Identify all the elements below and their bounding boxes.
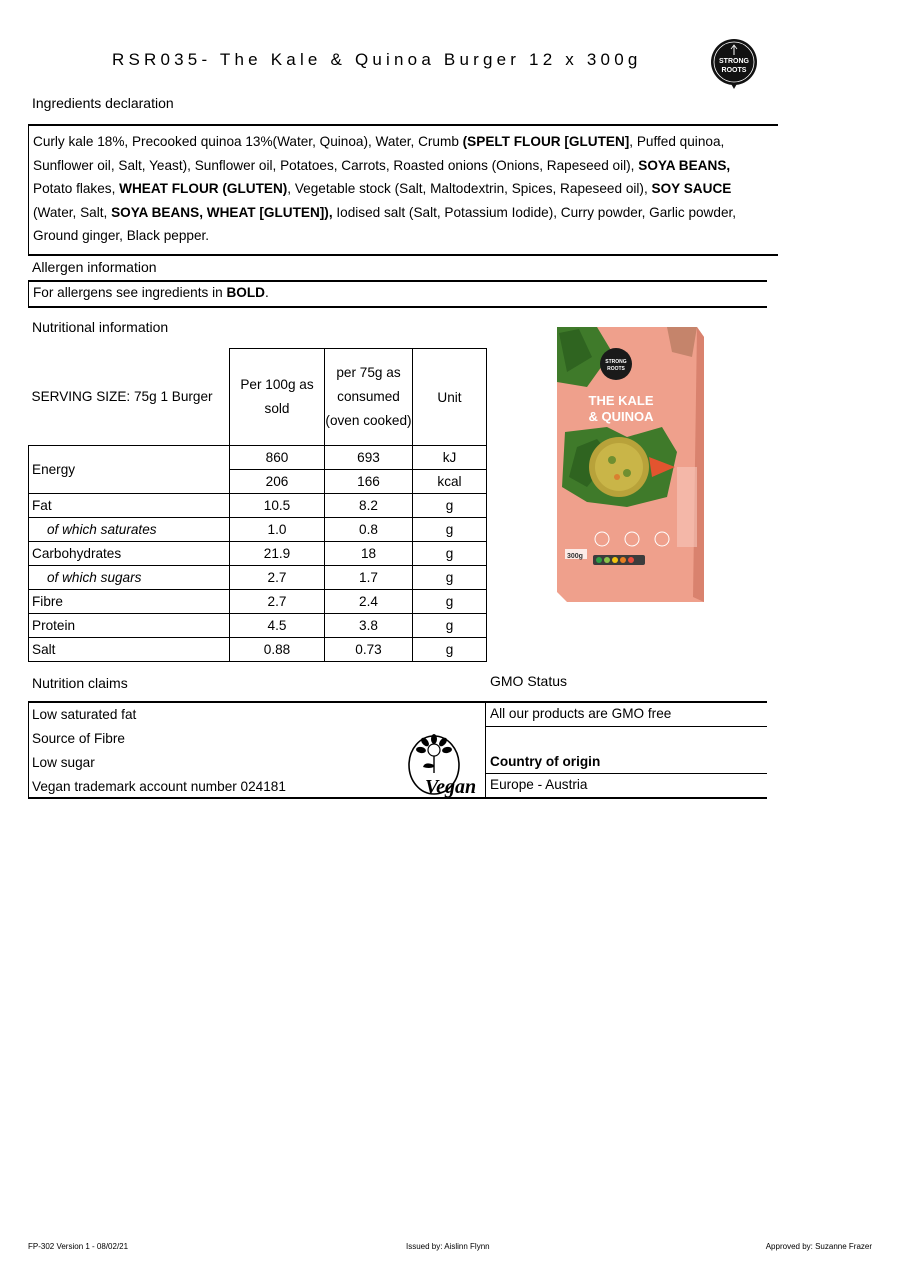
allergen-ingredient: SOYA BEANS, WHEAT [GLUTEN]), <box>111 204 333 220</box>
value-unit: g <box>413 494 487 518</box>
value-unit: g <box>413 638 487 662</box>
value-per-75g: 3.8 <box>325 614 413 638</box>
product-name-line1: THE KALE <box>588 393 654 408</box>
svg-text:STRONG: STRONG <box>605 359 627 365</box>
value-unit: g <box>413 590 487 614</box>
allergen-suffix: . <box>264 285 269 300</box>
energy-kcal-75g: 166 <box>325 470 413 494</box>
gmo-origin-box <box>486 701 767 799</box>
footer-version: FP-302 Version 1 - 08/02/21 <box>28 1242 129 1251</box>
allergen-text <box>28 280 767 308</box>
claims-heading: Nutrition claims <box>32 675 128 691</box>
logo-word-2: ROOTS <box>721 67 747 74</box>
list-item: Low saturated fat <box>32 707 137 722</box>
nutrient-label: Carbohydrates <box>29 542 230 566</box>
value-unit: g <box>413 566 487 590</box>
col-per-75g: per 75g as consumed (oven cooked) <box>325 349 413 446</box>
col-per-100g: Per 100g as sold <box>230 349 325 446</box>
allergen-ingredient: (SPELT FLOUR [GLUTEN] <box>462 134 630 149</box>
table-row <box>29 542 487 566</box>
table-row <box>29 590 487 614</box>
vegan-trademark-logo <box>405 733 485 797</box>
value-per-75g: 1.7 <box>325 566 413 590</box>
table-row <box>29 446 487 470</box>
energy-label: Energy <box>29 446 230 494</box>
ingredient-text: Curly kale 18%, Precooked quinoa 13%(Water, Quinoa), Water, Crumb <box>33 134 463 149</box>
nutrient-label: Fat <box>29 494 230 518</box>
col-unit: Unit <box>413 349 487 446</box>
vegan-logo-text: Vegan <box>425 776 477 797</box>
value-per-100g: 2.7 <box>230 566 325 590</box>
value-unit: g <box>413 614 487 638</box>
table-row <box>29 494 487 518</box>
ingredient-text: , Puffed quinoa, Sunflower oil, Salt, Yeast), Sunflower oil, Potatoes, Carrots, Roasted onions (Onions, Rapeseed oil), <box>33 134 725 173</box>
table-row <box>29 566 487 590</box>
svg-text:ROOTS: ROOTS <box>607 366 625 372</box>
value-unit: g <box>413 542 487 566</box>
gmo-heading: GMO Status <box>490 673 568 689</box>
ingredient-text: (Water, Salt, <box>33 204 112 220</box>
value-per-100g: 4.5 <box>230 614 325 638</box>
value-per-75g: 2.4 <box>325 590 413 614</box>
list-item: Low sugar <box>32 755 95 770</box>
serving-size: SERVING SIZE: 75g 1 Burger <box>29 349 230 446</box>
nutrient-label: of which saturates <box>29 518 230 542</box>
value-per-75g: 18 <box>325 542 413 566</box>
origin-heading: Country of origin <box>490 754 601 769</box>
allergen-bold: BOLD <box>226 285 265 300</box>
ingredient-text: Potato flakes, <box>33 181 120 197</box>
ingredient-text: Iodised salt (Salt, Potassium Iodide), Curry powder, Garlic powder, Ground ginger, Black pepper. <box>33 204 737 244</box>
table-row <box>29 614 487 638</box>
list-item: Source of Fibre <box>32 731 125 746</box>
table-row <box>29 638 487 662</box>
energy-kcal-100g: 206 <box>230 470 325 494</box>
table-row <box>29 518 487 542</box>
value-per-100g: 2.7 <box>230 590 325 614</box>
value-per-75g: 0.73 <box>325 638 413 662</box>
nutrient-label: Protein <box>29 614 230 638</box>
value-unit: g <box>413 518 487 542</box>
footer-issued-by: Issued by: Aislinn Flynn <box>406 1242 490 1251</box>
nutrient-label: Fibre <box>29 590 230 614</box>
nutrition-heading: Nutritional information <box>32 319 169 335</box>
nutrition-table <box>28 348 487 662</box>
strong-roots-logo <box>710 38 758 90</box>
logo-word-1: STRONG <box>719 58 749 65</box>
allergen-ingredient: SOYA BEANS, <box>638 157 731 173</box>
allergen-heading: Allergen information <box>32 259 157 275</box>
value-per-100g: 21.9 <box>230 542 325 566</box>
footer-approved-by: Approved by: Suzanne Frazer <box>765 1242 872 1251</box>
value-per-75g: 8.2 <box>325 494 413 518</box>
energy-kj-75g: 693 <box>325 446 413 470</box>
nutrient-label: Salt <box>29 638 230 662</box>
ingredients-heading: Ingredients declaration <box>32 95 174 111</box>
ingredient-text: , Vegetable stock (Salt, Maltodextrin, Spices, Rapeseed oil), <box>287 181 652 197</box>
energy-kcal-unit: kcal <box>413 470 487 494</box>
product-weight: 300g <box>567 553 583 560</box>
allergen-prefix: For allergens see ingredients in <box>33 285 227 300</box>
product-name-line2: & QUINOA <box>588 409 654 424</box>
value-per-100g: 10.5 <box>230 494 325 518</box>
gmo-value: All our products are GMO free <box>490 706 672 721</box>
energy-kj-100g: 860 <box>230 446 325 470</box>
nutrition-header-row <box>29 349 487 446</box>
allergen-ingredient: SOY SAUCE <box>651 181 732 197</box>
value-per-100g: 0.88 <box>230 638 325 662</box>
ingredients-text <box>28 124 778 256</box>
energy-kj-unit: kJ <box>413 446 487 470</box>
origin-value: Europe - Austria <box>490 777 588 792</box>
product-box-image <box>557 327 704 602</box>
document-title: RSR035- The Kale & Quinoa Burger 12 x 300g <box>112 50 642 69</box>
nutrient-label: of which sugars <box>29 566 230 590</box>
list-item: Vegan trademark account number 024181 <box>32 779 286 794</box>
value-per-100g: 1.0 <box>230 518 325 542</box>
value-per-75g: 0.8 <box>325 518 413 542</box>
allergen-ingredient: WHEAT FLOUR (GLUTEN) <box>119 181 288 197</box>
